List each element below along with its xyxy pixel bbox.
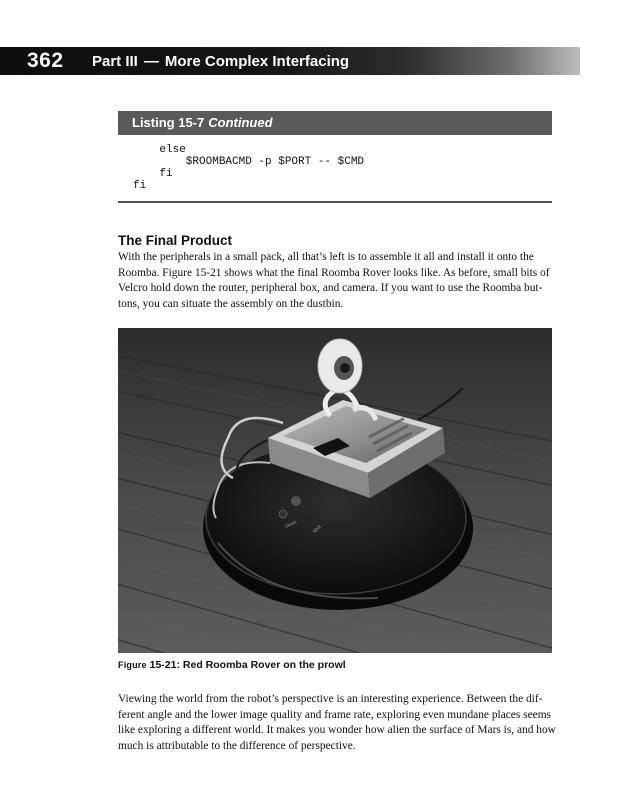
listing-label <box>132 115 273 130</box>
listing-number: Listing 15-7 <box>132 115 205 130</box>
text-line: Viewing the world from the robot’s perspective is an interesting experience. Between the dif- <box>118 693 543 705</box>
text-line: With the peripherals in a small pack, all that’s left is to assemble it all and install it onto the <box>118 251 534 263</box>
svg-text:spot: spot <box>311 523 323 535</box>
text-line: Velcro hold down the router, peripheral box, and camera. If you want to use the Roomba but- <box>118 282 543 294</box>
figure-caption <box>118 659 346 671</box>
code-listing <box>133 144 364 192</box>
paragraph-closing <box>118 692 556 754</box>
listing-bottom-rule <box>118 201 552 203</box>
text-line: tons, you can situate the assembly on the dustbin. <box>118 297 344 310</box>
page-number: 362 <box>27 49 64 72</box>
code-line: $ROOMBACMD -p $PORT -- $CMD <box>133 156 365 168</box>
listing-continued: Continued <box>208 115 273 130</box>
caption-text: Red Roomba Rover on the prowl <box>182 659 346 671</box>
section-heading: The Final Product <box>118 233 233 248</box>
text-line: Roomba. Figure 15-21 shows what the final Roomba Rover looks like. As before, small bits of <box>118 266 550 279</box>
code-line: fi <box>133 168 173 180</box>
roomba-photo-illustration <box>118 328 552 653</box>
roomba-rover-photo <box>118 328 552 653</box>
code-line: else <box>133 144 186 156</box>
caption-prefix: Figure <box>118 660 147 670</box>
text-line: much is attributable to the difference of perspective. <box>118 739 356 752</box>
svg-text:clean: clean <box>284 519 298 530</box>
paragraph-intro <box>118 250 552 312</box>
text-line: like exploring a different world. It makes you wonder how alien the surface of Mars is, and how <box>118 724 556 736</box>
running-header-title <box>92 53 349 70</box>
text-line: ferent angle and the lower image quality and frame rate, exploring even mundane places seems <box>118 708 551 721</box>
chapter-title: More Complex Interfacing <box>164 53 350 70</box>
code-line: fi <box>133 180 147 192</box>
part-label: Part III <box>92 53 138 70</box>
caption-number: 15-21: <box>149 659 180 671</box>
header-separator: — <box>143 53 159 70</box>
